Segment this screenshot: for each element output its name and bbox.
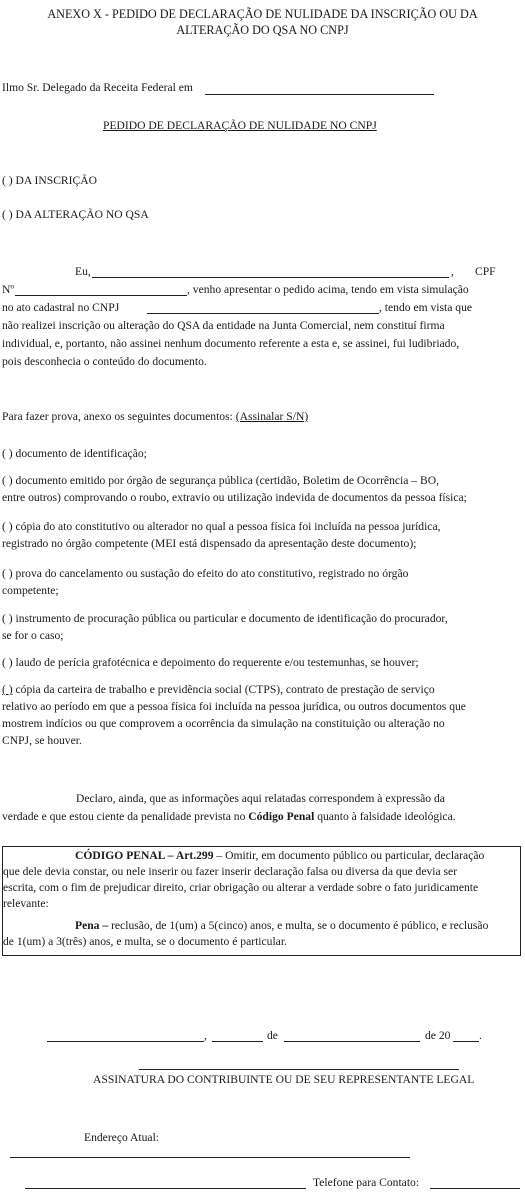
year-field-line[interactable] [453, 1041, 479, 1042]
day-field-line[interactable] [212, 1041, 263, 1042]
documents-intro [2, 410, 308, 423]
doc-item-identificacao[interactable]: ( ) documento de identificação; [2, 447, 147, 460]
no-label: Nº [2, 283, 14, 296]
date-dot: . [479, 1029, 482, 1042]
doc-item-bo-line-1[interactable]: ( ) documento emitido por órgão de segurança pública (certidão, Boletim de Ocorrência – BO, [2, 474, 439, 487]
phone-label: Telefone para Contato: [313, 1176, 420, 1189]
doc-item-ctps-line-4: CNPJ, se houver. [2, 734, 82, 747]
declaro-line-2-c: quanto à falsidade ideológica. [314, 810, 456, 823]
date-de-1: de [267, 1029, 278, 1042]
address-field-line-2[interactable] [25, 1188, 306, 1189]
penal-pena [75, 919, 488, 932]
date-de-20: de 20 [425, 1029, 451, 1042]
option-inscricao[interactable]: ( ) DA INSCRIÇÃO [2, 174, 98, 187]
doc-item-cancelamento-line-1[interactable]: ( ) prova do cancelamento ou sustação do efeito do ato constitutivo, registrado no órgão [2, 567, 409, 580]
declaration-line-5: pois desconhecia o conteúdo do documento. [2, 355, 207, 368]
cpf-field-line[interactable] [15, 295, 187, 296]
city-field-line[interactable] [47, 1041, 204, 1042]
penal-line-3: escrita, com o fim de prejudicar direito, criar obrigação ou alterar a verdade sobre o fato juridicamente [3, 881, 479, 894]
penal-pena-rest: reclusão, de 1(um) a 5(cinco) anos, e multa, se o documento é público, e reclusão [108, 919, 489, 932]
declaration-line-2-tail: , tendo em vista que [379, 301, 473, 314]
doc-item-ato-constitutivo-line-2: registrado no órgão competente (MEI está dispensado da apresentação deste documento); [2, 537, 417, 550]
penal-head-rest: – Omitir, em documento público ou particular, declaração [213, 849, 485, 862]
doc-item-ctps-checkbox[interactable]: ( ) [2, 683, 13, 696]
eu-label: Eu, [75, 265, 91, 278]
penal-head [75, 849, 484, 862]
doc-item-procuracao-line-2: se for o caso; [2, 629, 64, 642]
penal-code-box [2, 846, 521, 956]
phone-field-line[interactable] [430, 1188, 520, 1189]
declaro-line-1: Declaro, ainda, que as informações aqui relatadas correspondem à expressão da [76, 792, 445, 805]
doc-item-bo-line-2: entre outros) comprovando o roubo, extravio ou utilização indevida de documentos da pessoa física; [2, 491, 467, 504]
document-title-line-2: ALTERAÇÃO DO QSA NO CNPJ [176, 23, 349, 37]
documents-intro-text: Para fazer prova, anexo os seguintes documentos: [2, 410, 233, 423]
option-alteracao-qsa[interactable]: ( ) DA ALTERAÇÃO NO QSA [2, 208, 149, 221]
addressee-label: Ilmo Sr. Delegado da Receita Federal em [2, 81, 193, 94]
delegacia-field-line[interactable] [205, 94, 434, 95]
request-subtitle: PEDIDO DE DECLARAÇÃO DE NULIDADE NO CNPJ [103, 119, 377, 132]
cpf-label: CPF [475, 265, 496, 278]
declaro-line-2-a: verdade e que estou ciente da penalidade prevista no [2, 810, 249, 823]
declaro-line-2 [2, 810, 456, 823]
declaration-line-1-tail: , venho apresentar o pedido acima, tendo em vista simulação [187, 283, 469, 296]
codigo-penal-ref: Código Penal [248, 810, 315, 823]
doc-item-laudo[interactable]: ( ) laudo de perícia grafotécnica e depoimento do requerente e/ou testemunhas, se houver; [2, 656, 419, 669]
cnpj-field-line[interactable] [147, 313, 379, 314]
penal-pena-label: Pena – [75, 919, 109, 932]
penal-line-6: de 1(um) a 3(três) anos, e multa, se o documento é particular. [3, 935, 287, 948]
declaration-line-4: individual, e, portanto, não assinei nenhum documento referente a esta e, se assinei, fui ludibriado, [2, 337, 460, 350]
documents-intro-mark: (Assinalar S/N) [235, 410, 309, 423]
doc-item-ctps-line-3: mostrem indícios ou que comprovem a ocorrência da simulação na constituição ou alteração no [2, 717, 445, 730]
signature-label: ASSINATURA DO CONTRIBUINTE OU DE SEU REPRESENTANTE LEGAL [93, 1073, 475, 1086]
declaration-line-2-head: no ato cadastral no CNPJ [2, 301, 120, 314]
penal-article: CÓDIGO PENAL – Art.299 [75, 849, 214, 862]
document-title-line-1: ANEXO X - PEDIDO DE DECLARAÇÃO DE NULIDADE DA INSCRIÇÃO OU DA [47, 7, 478, 21]
signature-line[interactable] [139, 1069, 459, 1070]
doc-item-ctps-line-2: relativo ao período em que a pessoa física foi incluída na pessoa jurídica, ou outros documentos que [2, 700, 466, 713]
doc-item-ctps-line-1[interactable] [2, 683, 435, 696]
declaration-line-3: não realizei inscrição ou alteração do QSA da entidade na Junta Comercial, nem constituí firma [2, 319, 445, 332]
month-field-line[interactable] [284, 1041, 420, 1042]
penal-line-4: relevante: [3, 897, 49, 910]
address-field-line[interactable] [10, 1157, 410, 1158]
doc-item-procuracao-line-1[interactable]: ( ) instrumento de procuração pública ou particular e documento de identificação do procurador, [2, 612, 448, 625]
doc-item-ctps-text: cópia da carteira de trabalho e previdência social (CTPS), contrato de prestação de serviço [12, 683, 435, 696]
name-field-line[interactable] [92, 277, 449, 278]
date-comma: , [204, 1029, 207, 1042]
comma-after-name: , [451, 265, 454, 278]
penal-line-2: que dele devia constar, ou nele inserir ou fazer inserir declaração falsa ou diversa da que devia ser [3, 865, 458, 878]
address-label: Endereço Atual: [84, 1131, 160, 1144]
doc-item-ato-constitutivo-line-1[interactable]: ( ) cópia do ato constitutivo ou alterador no qual a pessoa física foi incluída na pessoa jurídica, [2, 520, 441, 533]
doc-item-cancelamento-line-2: competente; [2, 584, 59, 597]
